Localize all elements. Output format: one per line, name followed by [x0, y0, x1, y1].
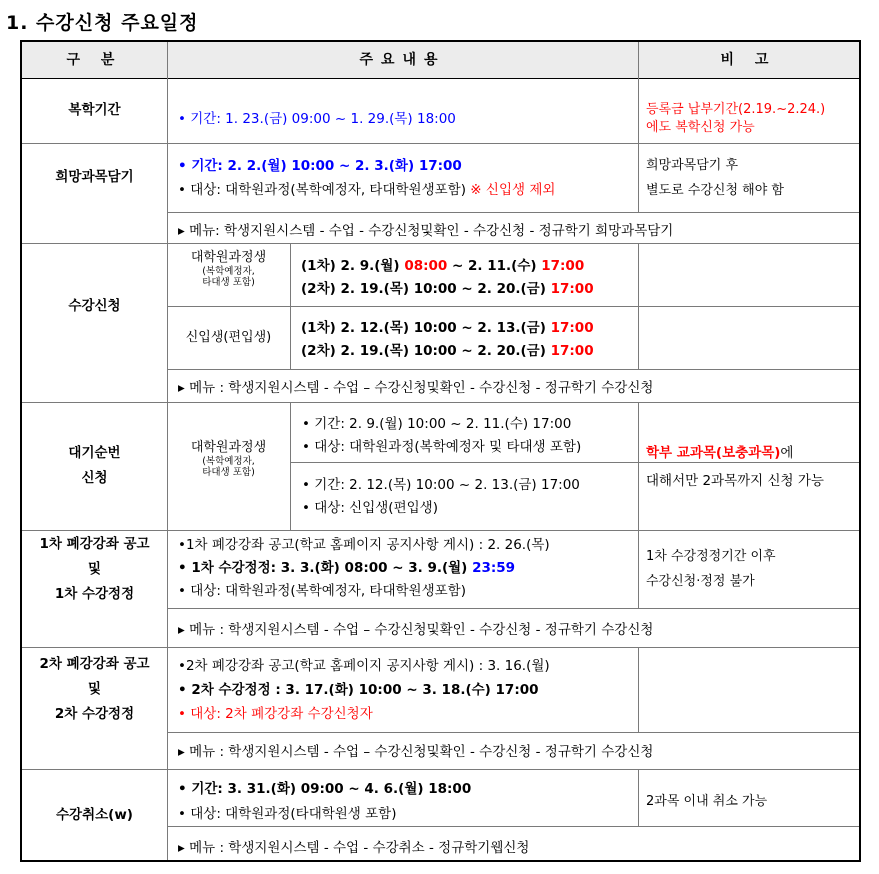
category-register: 수강신청: [68, 297, 121, 314]
waitlist-a-period: • 기간: 2. 9.(월) 10:00 ~ 2. 11.(수) 17:00: [302, 416, 572, 432]
category-return: 복학기간: [68, 102, 121, 118]
register-menu-path: ▸ 메뉴 : 학생지원시스템 - 수업 – 수강신청및확인 - 수강신청 - 정규학기 수강신청: [178, 380, 654, 396]
wish-period: • 기간: 2. 2.(월) 10:00 ~ 2. 3.(화) 17:00: [178, 158, 462, 174]
waitlist-b-period: • 기간: 2. 12.(목) 10:00 ~ 2. 13.(금) 17:00: [302, 477, 580, 493]
category-cancel: 수강취소(w): [56, 807, 133, 823]
waitlist-b-target: • 대상: 신입생(편입생): [302, 500, 438, 516]
wish-target-exclusion: ※ 신입생 제외: [470, 182, 556, 198]
register-grad-round2: (2차) 2. 19.(목) 10:00 ~ 2. 20.(금) 17:00: [301, 281, 594, 297]
wish-note-line1: 희망과목담기 후: [646, 158, 739, 173]
header-category: 구 분: [66, 52, 123, 68]
category-close1: 1차 폐강강좌 공고 및 1차 수강정정: [39, 535, 150, 602]
close2-menu-path: ▸ 메뉴 : 학생지원시스템 - 수업 – 수강신청및확인 - 수강신청 - 정규학기 수강신청: [178, 744, 654, 760]
cancel-period: • 기간: 3. 31.(화) 09:00 ~ 4. 6.(월) 18:00: [178, 781, 472, 797]
wish-menu-path: ▸ 메뉴: 학생지원시스템 - 수업 - 수강신청및확인 - 수강신청 - 정규학기 희망과목담기: [178, 223, 674, 239]
close1-note-line2: 수강신청·정정 불가: [646, 574, 755, 589]
close1-notice: •1차 폐강강좌 공고(학교 홈페이지 공지사항 게시) : 2. 26.(목): [178, 537, 550, 553]
waitlist-grad-label: 대학원과정생 (복학예정자, 타대생 포함): [190, 440, 267, 478]
close1-menu-path: ▸ 메뉴 : 학생지원시스템 - 수업 – 수강신청및확인 - 수강신청 - 정규학기 수강신청: [178, 622, 654, 638]
category-waitlist: 대기순번 신청: [68, 445, 121, 486]
close2-notice: •2차 폐강강좌 공고(학교 홈페이지 공지사항 게시) : 3. 16.(월): [178, 658, 550, 674]
return-note-line1: 등록금 납부기간(2.19.~2.24.): [646, 102, 826, 117]
category-close2: 2차 폐강강좌 공고 및 2차 수강정정: [39, 656, 150, 722]
cancel-note: 2과목 이내 취소 가능: [646, 794, 768, 809]
register-grad-label: 대학원과정생 (복학예정자, 타대생 포함): [190, 250, 267, 288]
close1-target: • 대상: 대학원과정(복학예정자, 타대학원생포함): [178, 583, 466, 599]
category-wish: 희망과목담기: [55, 169, 134, 185]
cancel-menu-path: ▸ 메뉴 : 학생지원시스템 - 수업 - 수강취소 - 정규학기웹신청: [178, 840, 530, 856]
close1-note-line1: 1차 수강정정기간 이후: [646, 549, 776, 564]
schedule-table: [20, 40, 861, 862]
waitlist-a-target: • 대상: 대학원과정(복학예정자 및 타대생 포함): [302, 439, 582, 455]
register-new-round2: (2차) 2. 19.(목) 10:00 ~ 2. 20.(금) 17:00: [301, 343, 594, 359]
waitlist-note-line1: 학부 교과목(보충과목)에: [646, 445, 794, 461]
header-note: 비 고: [720, 52, 777, 68]
close1-period: • 1차 수강정정: 3. 3.(화) 08:00 ~ 3. 9.(월) 23:59: [178, 560, 516, 576]
register-new-label: 신입생(편입생): [185, 330, 272, 345]
return-note-line2: 에도 복학신청 가능: [646, 120, 755, 135]
page-title: 1. 수강신청 주요일정: [6, 12, 199, 34]
close2-target: • 대상: 2차 폐강강좌 수강신청자: [178, 706, 373, 722]
waitlist-note-line2: 대해서만 2과목까지 신청 가능: [646, 473, 824, 489]
register-grad-round1: (1차) 2. 9.(월) 08:00 ~ 2. 11.(수) 17:00: [301, 258, 585, 274]
register-new-round1: (1차) 2. 12.(목) 10:00 ~ 2. 13.(금) 17:00: [301, 320, 594, 336]
return-period: • 기간: 1. 23.(금) 09:00 ~ 1. 29.(목) 18:00: [178, 111, 456, 127]
cancel-target: • 대상: 대학원과정(타대학원생 포함): [178, 806, 397, 822]
close2-period: • 2차 수강정정 : 3. 17.(화) 10:00 ~ 3. 18.(수) 17:00: [178, 682, 539, 698]
wish-target: • 대상: 대학원과정(복학예정자, 타대학원생포함) ※ 신입생 제외: [178, 182, 556, 198]
header-content: 주요내용: [359, 52, 446, 68]
wish-note-line2: 별도로 수강신청 해야 함: [646, 183, 784, 198]
